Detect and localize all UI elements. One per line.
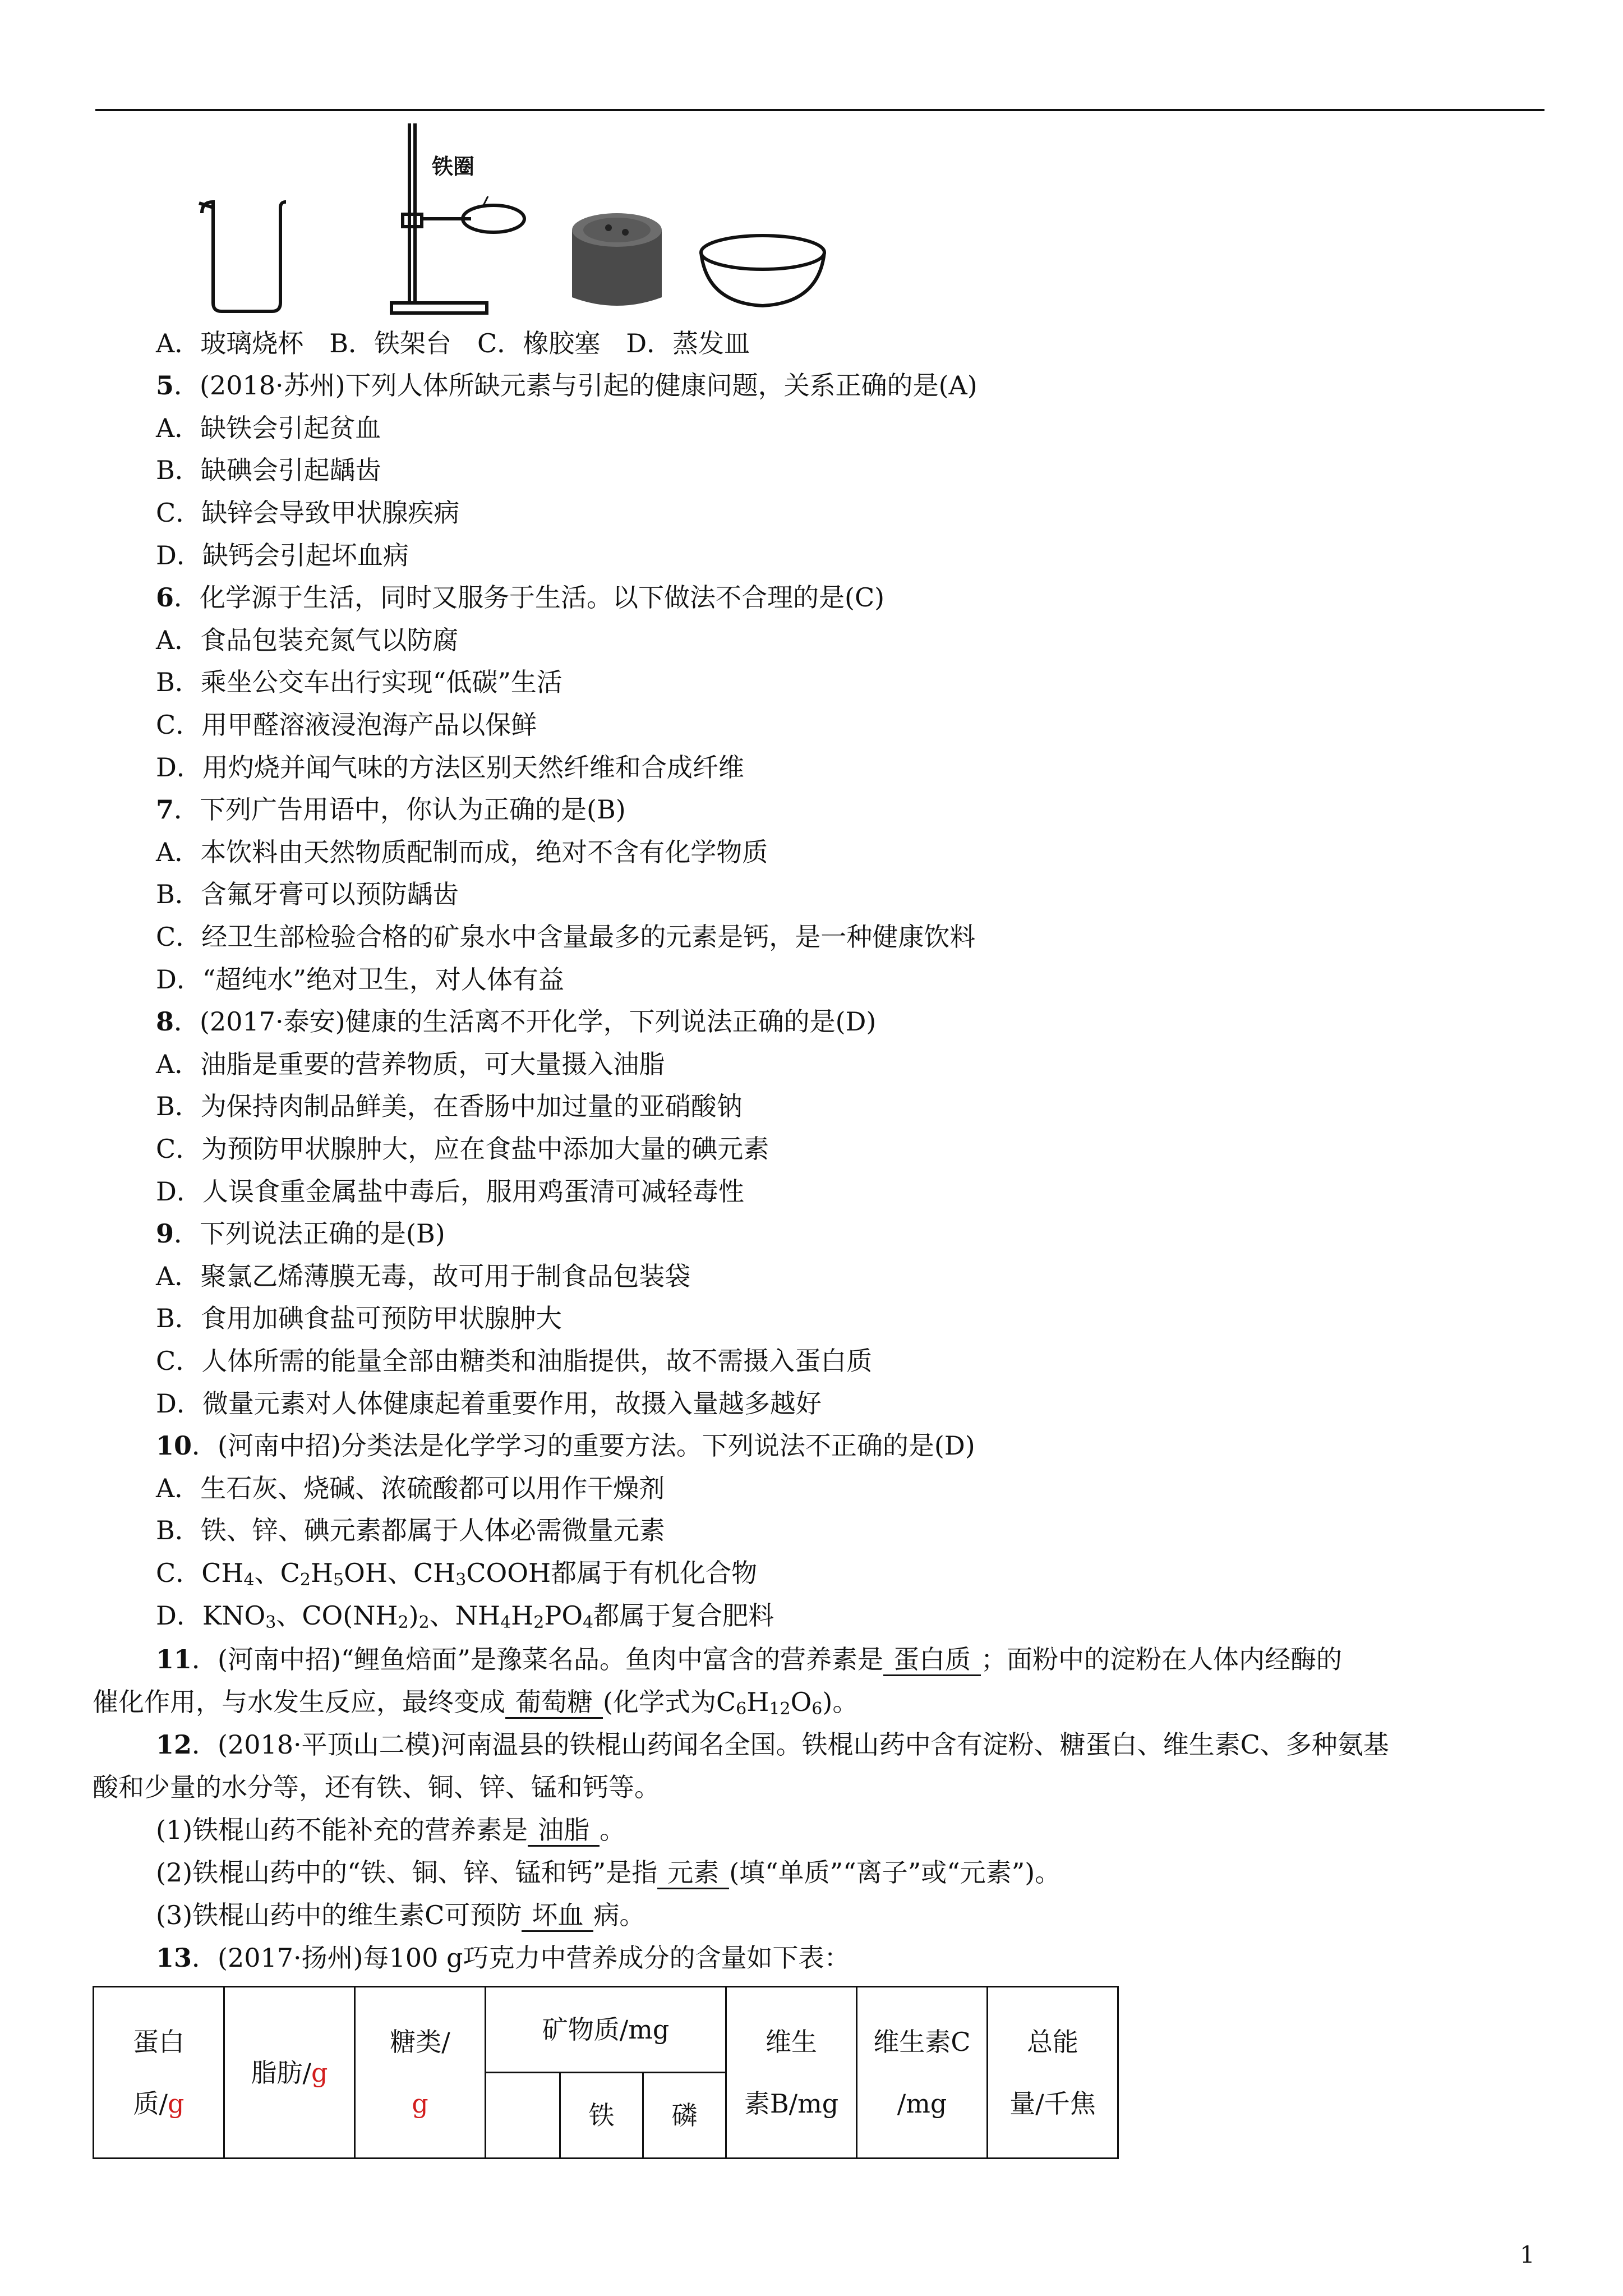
q10-d-text: 都属于复合肥料 (593, 1600, 774, 1631)
q11-text: ；面粉中的淀粉在人体内经酶的 (980, 1644, 1342, 1674)
q10-stem (156, 1429, 975, 1462)
q7-option-a: A．本饮料由天然物质配制而成，绝对不含有化学物质 (156, 837, 768, 867)
q10-option-d (156, 1599, 774, 1640)
q9-option-c: C．人体所需的能量全部由糖类和油脂提供，故不需摄入蛋白质 (156, 1346, 873, 1376)
header-mineral-blank (486, 2073, 560, 2159)
q5-number: 5 (156, 370, 174, 401)
q6-option-b: B．乘坐公交车出行实现“低碳”生活 (156, 667, 562, 697)
q5-option-b: B．缺碘会引起龋齿 (156, 455, 381, 485)
q11-text: H (746, 1687, 769, 1717)
q4-options: A．玻璃烧杯 B．铁架台 C．橡胶塞 D．蒸发皿 (156, 328, 750, 358)
q12-sub1 (156, 1813, 625, 1847)
q11-number: 11 (156, 1644, 192, 1674)
header-fat (224, 1987, 355, 2159)
q8-option-b: B．为保持肉制品鲜美，在香肠中加过量的亚硝酸钠 (156, 1091, 743, 1121)
q10-option-a: A．生石灰、烧碱、浓硫酸都可以用作干燥剂 (156, 1473, 665, 1503)
q12-sub2-text: (2)铁棍山药中的“铁、铜、锌、锰和钙”是指 (156, 1857, 658, 1888)
header-sugar (355, 1987, 486, 2159)
q11-text: )。 (822, 1687, 859, 1717)
header-fat-unit: g (311, 2057, 328, 2088)
q9-option-d: D．微量元素对人体健康起着重要作用，故摄入量越多越好 (156, 1388, 822, 1419)
q12-sub3 (156, 1898, 645, 1932)
q10-option-b: B．铁、锌、碘元素都属于人体必需微量元素 (156, 1515, 665, 1545)
subscript: 4 (500, 1613, 511, 1632)
q12-sub1-text: 。 (600, 1815, 626, 1845)
iron-stand-figure (391, 123, 524, 313)
q11-line2 (93, 1685, 858, 1726)
beaker-figure (199, 202, 286, 311)
q10-d-text: 、NH (429, 1600, 501, 1631)
q10-c-text: OH、CH (344, 1558, 456, 1588)
subscript: 2 (533, 1613, 545, 1632)
q6-number: 6 (156, 582, 174, 613)
q8-stem (156, 1005, 876, 1038)
q12-answer-1: 油脂 (528, 1815, 600, 1847)
iron-ring-label: 铁圈 (432, 154, 475, 179)
subscript: 2 (398, 1613, 409, 1632)
q10-d-text: PO (544, 1600, 583, 1631)
q5-option-d: D．缺钙会引起坏血病 (156, 540, 409, 570)
q5-option-a: A．缺铁会引起贫血 (156, 413, 381, 443)
q11-text: (化学式为C (603, 1687, 736, 1717)
subscript: 6 (736, 1699, 747, 1719)
q12-line2: 酸和少量的水分等，还有铁、铜、锌、锰和钙等。 (93, 1772, 660, 1802)
header-sugar-line1: 糖类/ (390, 2026, 450, 2057)
header-energy (988, 1987, 1118, 2159)
header-mineral: 矿物质/mg (486, 1987, 726, 2073)
q5-stem (156, 369, 978, 402)
q10-d-text: 、CO(NH (276, 1600, 398, 1631)
header-vitamin-c (857, 1987, 988, 2159)
q6-option-c: C．用甲醛溶液浸泡海产品以保鲜 (156, 710, 537, 740)
q5-text: ．(2018·苏州)下列人体所缺元素与引起的健康问题，关系正确的是(A) (174, 370, 978, 401)
q10-d-text: ) (408, 1600, 419, 1631)
header-protein-label: 质/ (133, 2088, 168, 2119)
subscript: 12 (769, 1699, 791, 1719)
q13-number: 13 (156, 1943, 192, 1973)
header-vitamin-b (726, 1987, 857, 2159)
q11-line1 (156, 1642, 1342, 1676)
header-protein-line2 (94, 2073, 223, 2134)
q5-option-c: C．缺锌会导致甲状腺疾病 (156, 498, 460, 528)
header-fat-label: 脂肪/ (251, 2057, 312, 2088)
header-protein-line1: 蛋白 (133, 2026, 185, 2057)
subscript: 4 (243, 1570, 255, 1590)
q8-text: ．(2017·泰安)健康的生活离不开化学，下列说法正确的是(D) (174, 1006, 877, 1037)
header-energy-line1: 总能 (1027, 2026, 1078, 2057)
subscript: 6 (811, 1699, 823, 1719)
q6-stem (156, 581, 884, 614)
subscript: 2 (299, 1570, 311, 1590)
q10-d-text: D．KNO (156, 1600, 266, 1631)
q12-text: ．(2018·平顶山二模)河南温县的铁棍山药闻名全国。铁棍山药中含有淀粉、糖蛋白、维生素C、多种氨基 (192, 1729, 1389, 1760)
subscript: 4 (583, 1613, 594, 1632)
q6-text: ．化学源于生活，同时又服务于生活。以下做法不合理的是(C) (174, 582, 885, 613)
q12-line1 (156, 1728, 1389, 1761)
header-vitamin-c-line1: 维生素C (873, 2026, 971, 2057)
q11-answer-1: 蛋白质 (883, 1644, 981, 1676)
apparatus-figures (168, 118, 869, 320)
q8-number: 8 (156, 1006, 174, 1037)
q6-option-a: A．食品包装充氮气以防腐 (156, 625, 459, 655)
q12-sub2-text: (填“单质”“离子”或“元素”)。 (729, 1857, 1061, 1888)
header-vitamin-c-line2: /mg (897, 2088, 947, 2119)
header-vitamin-b-line2: 素B/mg (744, 2088, 839, 2119)
q8-option-c: C．为预防甲状腺肿大，应在食盐中添加大量的碘元素 (156, 1134, 769, 1164)
q9-option-a: A．聚氯乙烯薄膜无毒，故可用于制食品包装袋 (156, 1261, 691, 1291)
header-protein (94, 1987, 224, 2159)
evaporating-dish-figure (701, 236, 824, 306)
header-protein-unit: g (168, 2088, 185, 2119)
header-phosphorus: 磷 (643, 2073, 726, 2159)
top-rule (95, 109, 1544, 111)
q11-text: 催化作用，与水发生反应，最终变成 (93, 1687, 505, 1717)
nutrition-table (93, 1986, 1119, 2159)
q10-number: 10 (156, 1430, 192, 1461)
q11-text: ．(河南中招)“鲤鱼焙面”是豫菜名品。鱼肉中富含的营养素是 (192, 1644, 883, 1674)
subscript: 2 (418, 1613, 430, 1632)
header-sugar-unit: g (412, 2088, 428, 2119)
q7-stem (156, 793, 626, 826)
q10-text: ．(河南中招)分类法是化学学习的重要方法。下列说法不正确的是(D) (192, 1430, 975, 1461)
subscript: 5 (333, 1570, 344, 1590)
q10-c-text: H (310, 1558, 334, 1588)
q11-answer-2: 葡萄糖 (505, 1687, 603, 1719)
q12-sub3-text: 病。 (593, 1900, 645, 1930)
q10-d-text: H (511, 1600, 534, 1631)
q10-c-text: 、C (254, 1558, 300, 1588)
q10-c-text: C．CH (156, 1558, 244, 1588)
page-number: 1 (1520, 2241, 1535, 2269)
q8-option-d: D．人误食重金属盐中毒后，服用鸡蛋清可减轻毒性 (156, 1176, 744, 1207)
q7-option-c: C．经卫生部检验合格的矿泉水中含量最多的元素是钙，是一种健康饮料 (156, 922, 976, 952)
q11-text: O (790, 1687, 812, 1717)
q12-sub2 (156, 1856, 1061, 1889)
q8-option-a: A．油脂是重要的营养物质，可大量摄入油脂 (156, 1049, 665, 1079)
q10-option-c (156, 1556, 757, 1597)
q9-number: 9 (156, 1218, 174, 1249)
q9-stem (156, 1217, 445, 1250)
header-energy-line2: 量/千焦 (1009, 2088, 1096, 2119)
q9-option-b: B．食用加碘食盐可预防甲状腺肿大 (156, 1303, 562, 1333)
header-iron: 铁 (560, 2073, 643, 2159)
subscript: 3 (455, 1570, 467, 1590)
subscript: 3 (265, 1613, 276, 1632)
q12-sub3-text: (3)铁棍山药中的维生素C可预防 (156, 1900, 522, 1930)
q7-text: ．下列广告用语中，你认为正确的是(B) (174, 794, 626, 825)
q7-option-b: B．含氟牙膏可以预防龋齿 (156, 879, 459, 909)
q13-stem (156, 1941, 850, 1975)
q12-answer-2: 元素 (657, 1857, 729, 1889)
q12-sub1-text: (1)铁棍山药不能补充的营养素是 (156, 1815, 528, 1845)
q10-c-text: COOH都属于有机化合物 (466, 1558, 758, 1588)
q7-option-d: D．“超纯水”绝对卫生，对人体有益 (156, 964, 564, 995)
q12-number: 12 (156, 1729, 192, 1760)
header-vitamin-b-line1: 维生 (766, 2026, 817, 2057)
q6-option-d: D．用灼烧并闻气味的方法区别天然纤维和合成纤维 (156, 752, 744, 783)
q9-text: ．下列说法正确的是(B) (174, 1218, 445, 1249)
rubber-stopper-figure (572, 213, 662, 306)
q12-answer-3: 坏血 (522, 1900, 593, 1932)
q7-number: 7 (156, 794, 174, 825)
q13-text: ．(2017·扬州)每100 g巧克力中营养成分的含量如下表： (192, 1943, 850, 1973)
